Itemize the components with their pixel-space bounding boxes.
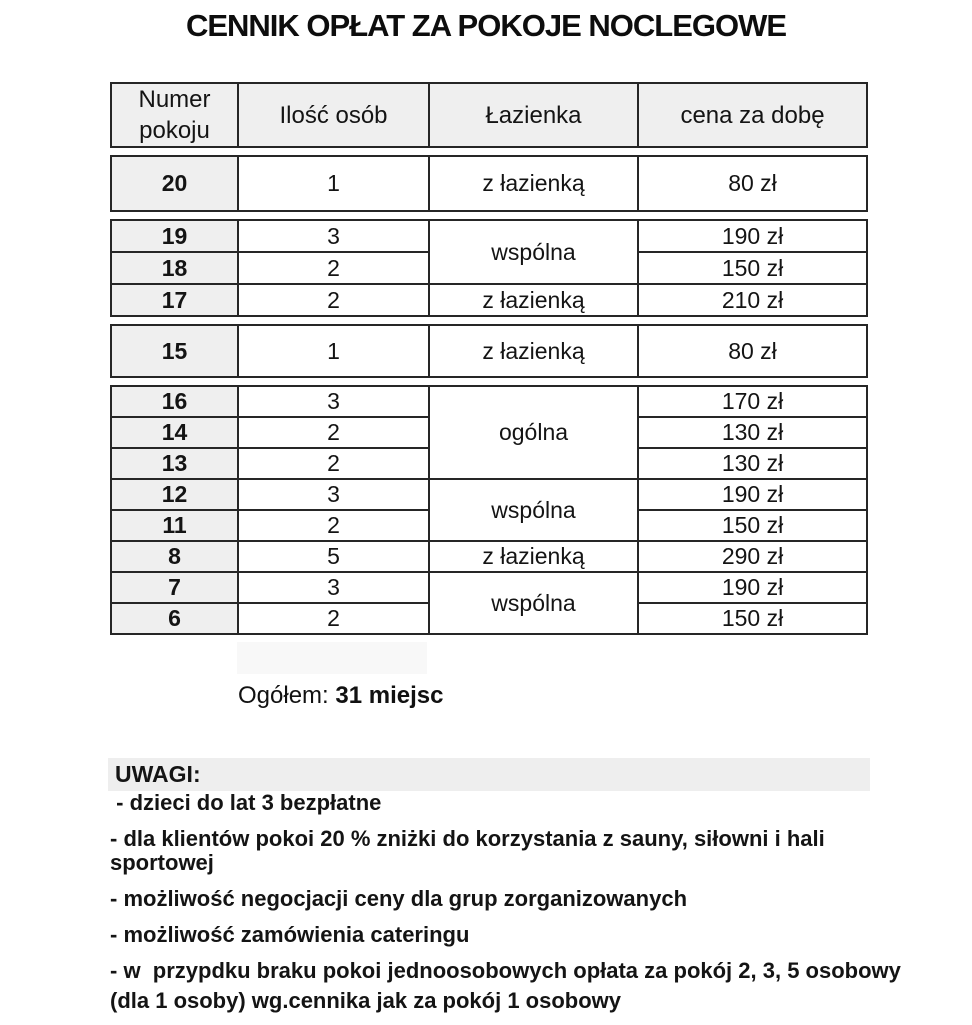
persons-cell: 3	[238, 479, 429, 510]
table-row	[111, 572, 867, 603]
persons-cell: 3	[238, 572, 429, 603]
header-cell-bathroom: Łazienka	[429, 83, 638, 147]
room-cell: 13	[111, 448, 238, 479]
note-item: - możliwość zamówienia cateringu	[110, 922, 470, 947]
price-cell: 190 zł	[638, 572, 867, 603]
price-cell: 130 zł	[638, 448, 867, 479]
room-cell: 12	[111, 479, 238, 510]
table-row	[111, 479, 867, 510]
persons-cell: 2	[238, 417, 429, 448]
price-cell: 80 zł	[638, 325, 867, 377]
room-cell: 8	[111, 541, 238, 572]
faint-highlight-strip	[237, 642, 427, 674]
note-item: - możliwość negocjacji ceny dla grup zorganizowanych	[110, 886, 688, 911]
persons-cell: 3	[238, 220, 429, 252]
room-cell: 16	[111, 386, 238, 417]
table-row	[111, 284, 867, 316]
price-cell: 170 zł	[638, 386, 867, 417]
room-cell: 11	[111, 510, 238, 541]
note-item: - dzieci do lat 3 bezpłatne	[110, 790, 382, 815]
price-table-block-1	[110, 155, 868, 212]
price-cell: 290 zł	[638, 541, 867, 572]
bathroom-cell: z łazienką	[429, 156, 638, 211]
header-cell-room: Numer pokoju	[111, 83, 238, 147]
price-table-block-4	[110, 385, 868, 635]
bathroom-cell: z łazienką	[429, 325, 638, 377]
price-cell: 80 zł	[638, 156, 867, 211]
notes-heading: UWAGI:	[108, 758, 870, 791]
notes-section	[108, 758, 908, 1025]
persons-cell: 1	[238, 325, 429, 377]
price-cell: 150 zł	[638, 252, 867, 284]
room-cell: 7	[111, 572, 238, 603]
total-line	[238, 682, 866, 710]
price-table-header	[110, 82, 868, 148]
header-cell-price: cena za dobę	[638, 83, 867, 147]
price-cell: 190 zł	[638, 479, 867, 510]
room-cell: 18	[111, 252, 238, 284]
table-row	[111, 220, 867, 252]
price-table-block-2	[110, 219, 868, 317]
persons-cell: 1	[238, 156, 429, 211]
persons-cell: 3	[238, 386, 429, 417]
price-cell: 150 zł	[638, 603, 867, 634]
header-row	[111, 83, 867, 147]
persons-cell: 5	[238, 541, 429, 572]
persons-cell: 2	[238, 284, 429, 316]
total-label: Ogółem:	[238, 682, 329, 710]
bathroom-cell: z łazienką	[429, 541, 638, 572]
price-cell: 210 zł	[638, 284, 867, 316]
note-item: (dla 1 osoby) wg.cennika jak za pokój 1 osobowy	[110, 988, 622, 1013]
table-row	[111, 156, 867, 211]
room-cell: 20	[111, 156, 238, 211]
persons-cell: 2	[238, 510, 429, 541]
bathroom-cell: wspólna	[429, 572, 638, 634]
price-cell: 190 zł	[638, 220, 867, 252]
header-cell-persons: Ilość osób	[238, 83, 429, 147]
price-table	[110, 82, 866, 710]
room-cell: 14	[111, 417, 238, 448]
room-cell: 19	[111, 220, 238, 252]
total-value: 31 miejsc	[335, 682, 444, 710]
bathroom-cell: wspólna	[429, 479, 638, 541]
table-row	[111, 325, 867, 377]
price-cell: 150 zł	[638, 510, 867, 541]
persons-cell: 2	[238, 252, 429, 284]
note-item: - dla klientów pokoi 20 % zniżki do korzystania z sauny, siłowni i hali sportowej	[110, 826, 831, 875]
price-table-block-3	[110, 324, 868, 378]
room-cell: 17	[111, 284, 238, 316]
bathroom-cell: ogólna	[429, 386, 638, 479]
page-title: CENNIK OPŁAT ZA POKOJE NOCLEGOWE	[185, 8, 787, 43]
room-cell: 15	[111, 325, 238, 377]
persons-cell: 2	[238, 603, 429, 634]
table-row	[111, 541, 867, 572]
bathroom-cell: z łazienką	[429, 284, 638, 316]
table-row	[111, 386, 867, 417]
price-cell: 130 zł	[638, 417, 867, 448]
note-item: - w przypdku braku pokoi jednoosobowych opłata za pokój 2, 3, 5 osobowy	[110, 958, 901, 983]
room-cell: 6	[111, 603, 238, 634]
persons-cell: 2	[238, 448, 429, 479]
bathroom-cell: wspólna	[429, 220, 638, 284]
